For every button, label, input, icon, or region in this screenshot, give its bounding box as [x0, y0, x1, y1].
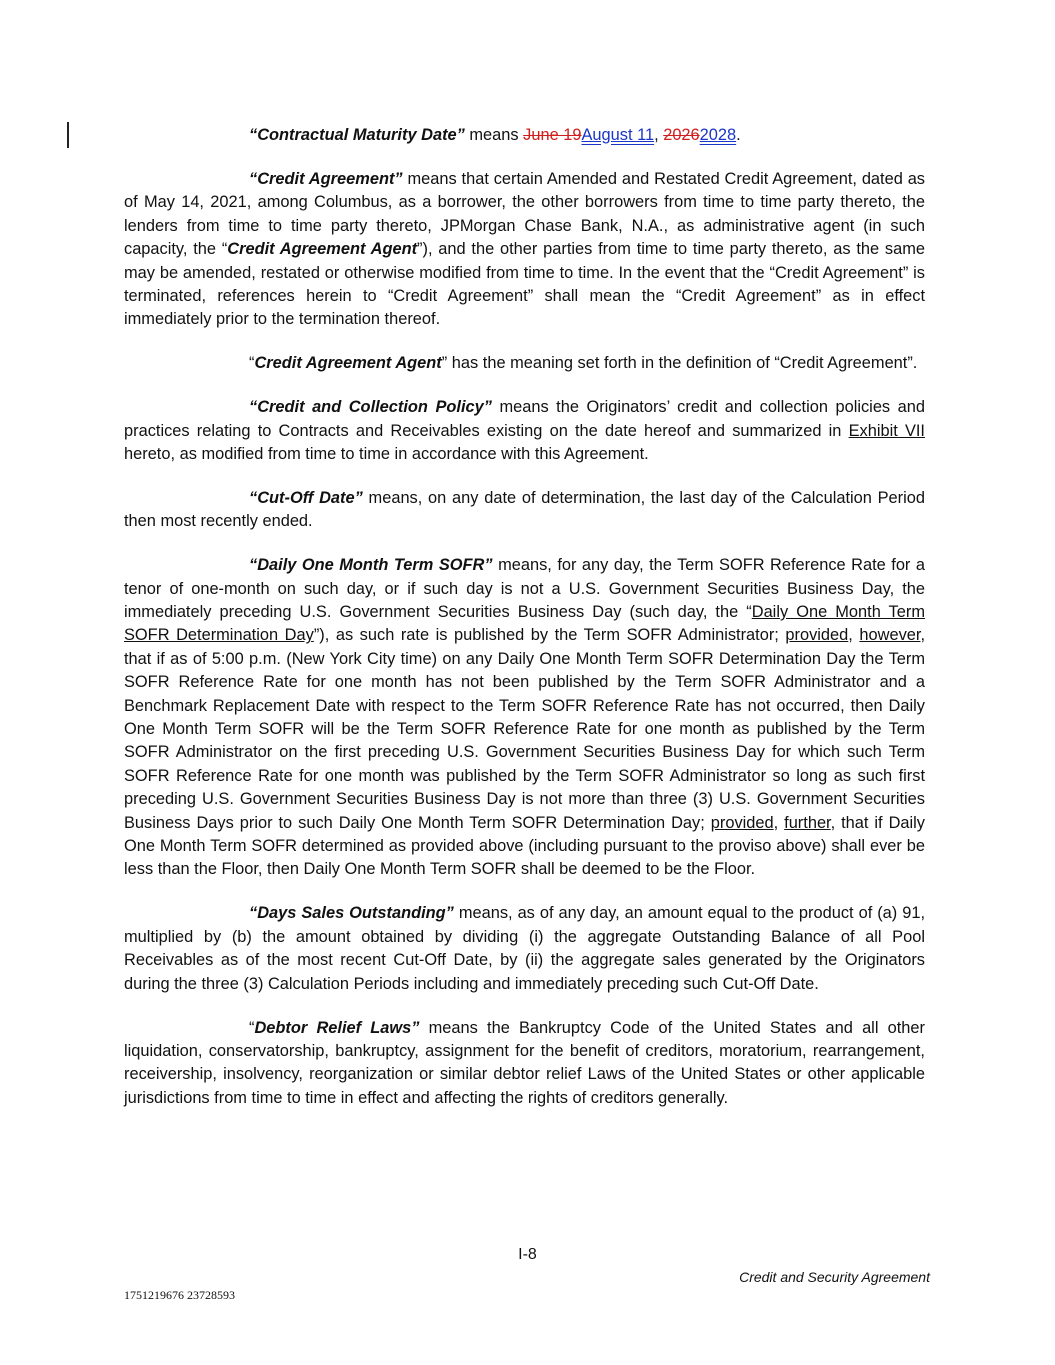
definition-text: means [464, 126, 524, 144]
definition-text: means, on any date of determination, the last day of the Calculation Period then most recently ended. [124, 488, 926, 531]
defined-term: “Days Sales Outstanding” [249, 904, 454, 923]
defined-term: Debtor Relief Laws” [254, 1018, 420, 1037]
deleted-text: 2026 [663, 126, 700, 144]
definition-text: ”), and the other parties from time to time party thereto, as the same may be amended, restated or otherwise modified from time to time. In the event that the “Credit Agreement” is terminated, references herein to “Credit Agreement” shall mean the “Credit Agreement” as in effect immediately prior to the termination thereof. [124, 240, 925, 329]
defined-term: Credit Agreement Agent [227, 240, 418, 259]
definition-text: “ [249, 1018, 255, 1037]
definition-cut-off-date [124, 487, 925, 534]
exhibit-reference: Exhibit VII [848, 421, 925, 440]
page-number: I-8 [518, 1246, 537, 1263]
definition-daily-one-month-term-sofr [124, 554, 925, 882]
underlined-term: provided [785, 626, 849, 645]
definition-text: means that certain Amended and Restated Credit Agreement, dated as of May 14, 2021, among Columbus, as a borrower, the other borrowers from time to time party thereto, the lenders from time to time party thereto, JPMorgan Chase Bank, N.A., as administrative agent (in such capacity, the “ [124, 169, 926, 259]
defined-term: “Credit and Collection Policy” [249, 398, 492, 417]
definition-text: , [848, 626, 860, 645]
definition-text: “ [249, 354, 255, 373]
footer-document-title: Credit and Security Agreement [739, 1269, 930, 1285]
definition-debtor-relief-laws [124, 1017, 925, 1111]
change-bar [67, 122, 69, 148]
definition-text: means the Bankruptcy Code of the United States and all other liquidation, conservatorship, bankruptcy, assignment for the benefit of creditors, moratorium, rearrangement, receivership, insolvency, reorganization or similar debtor relief Laws of the United States or other applicable jurisdictions from time to time in effect and affecting the rights of creditors generally. [124, 1018, 925, 1107]
inserted-text: August 11 [581, 126, 655, 144]
inserted-text: 2028 [699, 126, 737, 144]
definition-text: ” has the meaning set forth in the definition of “Credit Agreement”. [441, 354, 918, 373]
underlined-term: Daily One Month Term SOFR Determination Day [124, 603, 925, 645]
defined-term: “Cut-Off Date” [249, 488, 363, 507]
definition-credit-agreement [124, 168, 925, 332]
definition-days-sales-outstanding [124, 902, 925, 996]
defined-term: “Contractual Maturity Date” [249, 126, 465, 144]
underlined-term: provided [710, 813, 774, 832]
definition-text: , that if Daily One Month Term SOFR determined as provided above (including pursuant to the proviso above) shall ever be less than the Floor, then Daily One Month Term SOFR shall be deemed to be the Floor. [124, 813, 925, 879]
definition-text: , [773, 813, 785, 832]
definition-text: , that if as of 5:00 p.m. (New York City time) on any Daily One Month Term SOFR Determination Day the Term SOFR Reference Rate for one month has not been published by the Term SOFR Administrator and a Benchmark Replacement Date with respect to the Term SOFR Reference Rate has not occurred, then Daily One Month Term SOFR will be the Term SOFR Reference Rate for one month as published by the Term SOFR Administrator on the first preceding U.S. Government Securities Business Day for which such Term SOFR Reference Rate for one month was published by the Term SOFR Administrator so long as such first preceding U.S. Government Securities Business Day is not more than three (3) U.S. Government Securities Business Days prior to such Daily One Month Term SOFR Determination Day; [124, 626, 926, 832]
definition-text: . [736, 126, 741, 144]
definition-text: means, as of any day, an amount equal to the product of (a) 91, multiplied by (b) the amount obtained by dividing (i) the aggregate Outstanding Balance of all Pool Receivables as of the most recent Cut-Off Date, by (ii) the aggregate sales generated by the Originators during the three (3) Calculation Periods including and immediately preceding such Cut-Off Date. [124, 904, 926, 993]
defined-term: “Daily One Month Term SOFR” [249, 556, 493, 575]
underlined-term: however [859, 626, 921, 645]
defined-term: Credit Agreement Agent [254, 354, 442, 373]
deleted-text: June 19 [523, 126, 582, 144]
underlined-term: further [784, 813, 831, 832]
document-id: 1751219676 23728593 [124, 1288, 235, 1302]
definition-text: , [654, 126, 664, 144]
definition-text: ”), as such rate is published by the Term SOFR Administrator; [313, 626, 786, 645]
definition-text: means the Originators’ credit and collection policies and practices relating to Contracts and Receivables existing on the date hereof and summarized in [124, 398, 925, 440]
definition-contractual-maturity-date [124, 124, 925, 147]
definition-credit-collection-policy [124, 396, 925, 466]
definitions-body [124, 124, 925, 1131]
defined-term: “Credit Agreement” [249, 169, 403, 188]
definition-text: hereto, as modified from time to time in accordance with this Agreement. [124, 444, 649, 463]
definition-credit-agreement-agent [124, 352, 925, 375]
definition-text: means, for any day, the Term SOFR Reference Rate for a tenor of one-month on such day, or if such day is not a U.S. Government Securities Business Day, the immediately preceding U.S. Government Securities Business Day (such day, the “ [124, 556, 926, 621]
